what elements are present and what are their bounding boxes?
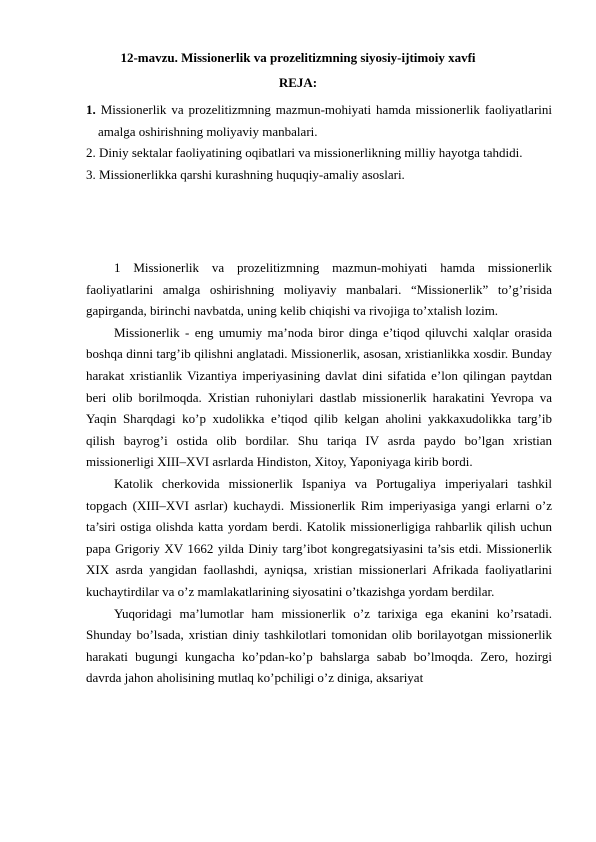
body-paragraph: Yuqoridagi ma’lumotlar ham missionerlik o’z tarixiga ega ekanini ko’rsatadi. Shunday bo’lsada, xristian diniy tashkilotlari tomonidan olib borilayotgan missionerlik harakati bugungi kungacha ko’pdan-ko’p bahslarga sabab bo’lmoqda. Zero, hozirgi davrda jahon aholisining mutlaq ko’pchiligi o’z diniga, aksariyat bbox=[86, 605, 552, 686]
plan-item-text: Diniy sektalar faoliyatining oqibatlari va missionerlikning milliy hayotga tahdidi. bbox=[95, 145, 523, 161]
body-paragraph: Katolik cherkovida missionerlik Ispaniya va Portugaliya imperiyalari tashkil topgach (XIII–XVI asrlar) kuchaydi. Missionerlik Rim imperiyasiga yangi erlarni o’z ta’siri ostiga olishda katta yordam berdi. Katolik missionerligiga rahbarlik qilish uchun papa Grigoriy XV 1662 yilda Diniy targ’ibot kongregatsiyasini ta’sis etdi. Missionerlik XIX asrda yangidan faollashdi, ayniqsa, xristian missionerlari Afrikada faoliyatlarini kuchaytirdilar va o’z mamlakatlarining siyosatini o’tkazishga yordam berdilar. bbox=[86, 475, 552, 599]
body-paragraph: Missionerlik - eng umumiy ma’noda biror dinga e’tiqod qiluvchi xalqlar orasida boshqa dinni targ’ib qilishni anglatadi. Missionerlik, asosan, xristianlikka xosdir. Bunday harakat xristianlik Vizantiya imperiyasining davlat dini sifatida e’lon qilingan paytdan beri olib borilmoqda. Xristian ruhoniylari dastlab missionerlik harakatini Yevropa va Yaqin Sharqdagi ko’p xudolikka e’tiqod qilib kelgan aholini yakkaxudolikka targ’ib qilish bayrog’i ostida olib bordilar. Shu tariqa IV asrda paydo bo’lgan xristian missionerligi XIII–XVI asrlarda Hindiston, Xitoy, Yaponiyaga kirib bordi. bbox=[86, 324, 552, 470]
document-body bbox=[86, 257, 552, 689]
plan-item-number: 1. bbox=[86, 102, 96, 117]
plan-item-number: 3. bbox=[86, 166, 96, 182]
plan-heading: REJA: bbox=[278, 75, 318, 90]
plan-list bbox=[86, 99, 552, 185]
plan-item bbox=[86, 99, 552, 142]
plan-item-number: 2. bbox=[86, 145, 96, 161]
plan-item bbox=[86, 164, 552, 186]
plan-item-text: Missionerlik va prozelitizmning mazmun-mohiyati hamda missionerlik faoliyatlarini amalga oshirishning moliyaviy manbalari. bbox=[95, 102, 552, 139]
body-paragraph: 1 Missionerlik va prozelitizmning mazmun-mohiyati hamda missionerlik faoliyatlarini amalga oshirishning moliyaviy manbalari. “Missionerlik” to’g’risida gapirganda, birinchi navbatda, uning kelib chiqishi va rivojiga to’xtalish lozim. bbox=[86, 260, 552, 319]
plan-item bbox=[86, 142, 552, 164]
document-title: 12-mavzu. Missionerlik va prozelitizmning siyosiy-ijtimoiy xavfi bbox=[120, 50, 476, 65]
plan-item-text: Missionerlikka qarshi kurashning huquqiy-amaliy asoslari. bbox=[95, 166, 405, 182]
